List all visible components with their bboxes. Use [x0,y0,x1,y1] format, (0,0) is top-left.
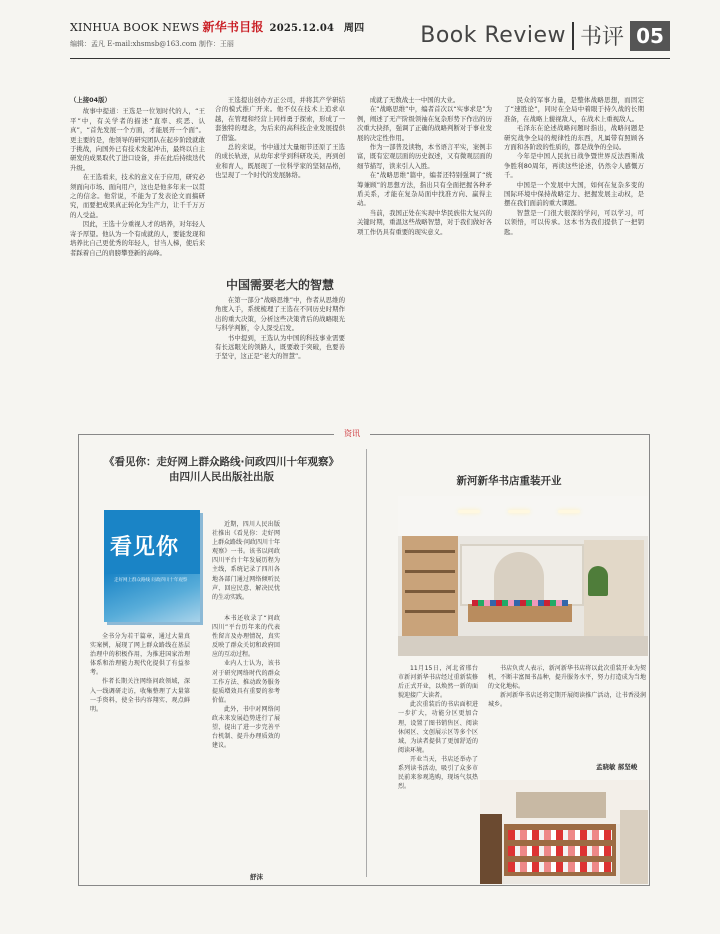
photo-book-row [508,846,612,856]
paragraph: 书店负责人表示，新河新华书店将以此次重装开业为契机，不断丰富图书品种，提升服务水平，努力打造成为当地的文化地标。 [488,665,646,691]
news-section-tag: 资讯 [334,428,370,439]
photo-book-row [508,830,612,840]
paragraph: 作者长期关注网络问政领域，深入一线调研走访，收集整理了大量第一手资料，使全书内容翔实、观点鲜明。 [90,678,190,713]
photo-side-shelf-right [620,810,648,884]
paragraph: 在王选看来，技术的意义在于应用，研究必须面向市场、面向用户，这也是他多年来一以贯之的信念。他常说，不能为了发表论文而搞研究，而要把成果真正转化为生产力，让千千万万的人受益。 [70,173,205,219]
news-2-title: 新河新华书店重装开业 [456,475,562,487]
photo-ceiling-light [458,510,480,513]
issue-weekday: 周四 [343,23,365,34]
article-subhead: 中国需要老大的智慧 [225,278,334,292]
masthead-left [70,18,364,49]
paragraph: 开业当天，书店还举办了系列读书活动，吸引了众多市民前来参观选购，现场气氛热烈。 [398,755,478,791]
photo-ceiling-light [508,510,530,513]
book-cover-subtitle: 走好网上群众路线 问政四川十年观察 [114,578,188,583]
paragraph: 中国是一个发展中大国，如何在复杂多变的国际环境中保持战略定力、把握发展主动权，是摆在我们面前的重大课题。 [504,180,644,208]
paragraph: 毛泽东在论述战略问题时指出，战略问题是研究战争全局的规律性的东西，凡属带有照顾各方面和各阶段的性质的，都是战争的全局。 [504,124,644,152]
paragraph: 民众的军事力量，是整体战略思想，而固定了“速胜论”，同时在全局中着眼于持久战的长期准备，在战略上藐视敌人，在战术上重视敌人。 [504,96,644,123]
news-divider [366,449,367,877]
masthead [70,14,670,60]
paragraph: 全书分为若干篇章，通过大量真实案例，展现了网上群众路线在基层治理中的积极作用，为推进国家治理体系和治理能力现代化提供了有益参考。 [90,633,190,677]
news-1-title-line-1: 《看见你：走好网上群众路线·问政四川十年观察》 [104,456,339,468]
paragraph: 王选提出创办方正公司，并将其产学研结合的模式推广开来。他不仅在技术上追求卓越，在管理和经营上同样勇于探索，形成了一套独特的理念，为后来的高科技企业发展提供了借鉴。 [215,96,345,142]
photo-ceiling [398,496,648,536]
photo-plant [588,566,608,596]
book-cover-image [104,510,200,622]
issue-date: 2025.12.04 [269,23,335,34]
page-number: 05 [630,21,670,51]
photo-side-shelf-left [480,814,502,884]
paragraph: 在“战略思维”中，编者首次以“实事求是”为例，阐述了无产阶级领袖在复杂形势下作出的历次重大抉择，强调了正确的战略判断对于事业发展的决定性作用。 [357,105,492,142]
photo-floor [398,636,648,656]
news-1-column-a [90,632,190,876]
news-1-title [89,455,354,485]
article-column-2 [215,96,345,268]
paragraph: 作为一部普及读物，本书语言平实，案例丰富，既有宏观层面的历史叙述，又有微观层面的细节描写，读来引人入胜。 [357,143,492,170]
paragraph: 故事中提道：王选是一位划时代的人，“王平”中，有关学者的描述“直率、疾恶、认真”，“首先发展一个方面，才能展开一个面”。更主要的是，他领导的研究团队在起步阶段就敢于挑战，向国外已有技术发起冲击，最终以自主研发的成果取代了进口设备，并在此后持续迭代升级。 [70,107,205,172]
photo-shelf-left [402,536,458,636]
brand-zh: 新华书目报 [202,20,264,34]
paragraph: 因此，王选十分重视人才的培养，对年轻人寄予厚望。他认为一个有成就的人，要能发现和培养比自己更优秀的年轻人，甘当人梯，使后来者踩着自己的肩膀攀登新的高峰。 [70,220,205,257]
paragraph: 11月15日，河北省邢台市新河新华书店经过重新装修后正式开业，以焕然一新的面貌迎接广大读者。 [398,665,478,700]
editor-line: 编辑：孟凡 E-mail:xhsmsb@163.com 制作：王丽 [70,40,234,48]
paragraph: 在第一部分“战略思维”中，作者从思维的角度入手，系统梳理了王选在不同历史时期作出的重大决策，分析这些决策背后的战略眼光与科学判断，令人深受启发。 [215,296,345,333]
paragraph: 此外，书中对网络问政未来发展趋势进行了展望，提出了进一步完善平台机制、提升办理质效的建议。 [212,705,280,750]
paragraph: 在“战略思维”篇中，编者还特别强调了“统筹兼顾”的思想方法，指出只有全面把握各种矛盾关系，才能在复杂局面中找准方向、赢得主动。 [357,171,492,208]
paragraph: 当前，我国正处在实现中华民族伟大复兴的关键时期，重温这些战略智慧，对于我们做好各项工作仍具有重要的现实意义。 [357,208,492,236]
section-title-en: Book Review [420,23,566,48]
article-column-1 [70,96,205,426]
news-1-column-b [212,614,280,872]
brand-en: XINHUA BOOK NEWS [70,21,200,34]
paragraph: 近期，四川人民出版社推出《看见你：走好网上群众路线·问政四川十年观察》一书。该书以问政四川平台十年发展历程为主线，系统记录了四川各地各部门通过网络倾听民声、回应民意、解决民忧的生动实践。 [212,521,280,601]
article-column-3 [357,96,492,426]
brand-line [70,18,364,35]
paragraph: 总的来说，书中通过大量细节还原了王选的成长轨迹，从幼年求学到科研攻关，再到创业和育人，既展现了一位科学家的坚韧品格，也呈现了一个时代的发展脉络。 [215,143,345,180]
news-1-title-line-2: 由四川人民出版社出版 [169,471,274,483]
news-2-column-b [488,664,646,758]
article-column-2b [215,296,345,426]
bookstore-interior-photo [398,496,648,656]
news-1-byline: 舒沫 [250,873,263,881]
section-divider [572,22,574,50]
section-title-zh: 书评 [579,25,624,50]
paragraph: 本书还收录了“问政四川”平台历年来的代表性留言及办理情况，真实反映了群众关切和政府回应的互动过程。 [212,615,280,659]
photo-arch [494,552,544,602]
news-2-column-a [398,664,478,878]
book-cover-title: 看见你 [110,535,180,560]
section-header [420,20,670,51]
photo-display-table [468,604,572,622]
paragraph: 智慧是一门很大很深的学问，可以学习，可以领悟，可以传承。这本书为我们提供了一把钥匙。 [504,208,644,236]
continued-note: （上接04版） [70,96,111,104]
masthead-rule [70,58,670,59]
paragraph: 业内人士认为，该书对于研究网络时代的群众工作方法、推动政务服务提质增效具有重要的参考价值。 [212,660,280,704]
news-1-column-top [212,520,280,610]
photo-book-row [508,862,612,872]
paragraph: 今年是中国人民抗日战争暨世界反法西斯战争胜利80周年，再读这些论述，仍然令人感慨万千。 [504,152,644,180]
paragraph: 新河新华书店还将定期开展阅读推广活动，让书香浸润城乡。 [488,692,646,709]
article-column-4 [504,96,644,426]
paragraph: 书中提到，王选认为中国的科技事业需要有长远眼光的领路人，既要敢于突破，也要善于坚守，这正是“老大的智慧”。 [215,333,345,361]
photo-books [472,600,568,606]
photo-ceiling-light [558,510,580,513]
paragraph: 此次重装后的书店面积进一步扩大，功能分区更加合理，设置了图书销售区、阅读休闲区、文创展示区等多个区域，为读者提供了更加舒适的阅读环境。 [398,701,478,754]
photo-display-board [516,792,606,818]
paragraph: 成就了无数战士一中国的大业。 [369,96,460,104]
news-2-byline: 孟晓敏 郝坚峻 [596,763,638,771]
bookstore-shelf-photo [480,780,648,884]
